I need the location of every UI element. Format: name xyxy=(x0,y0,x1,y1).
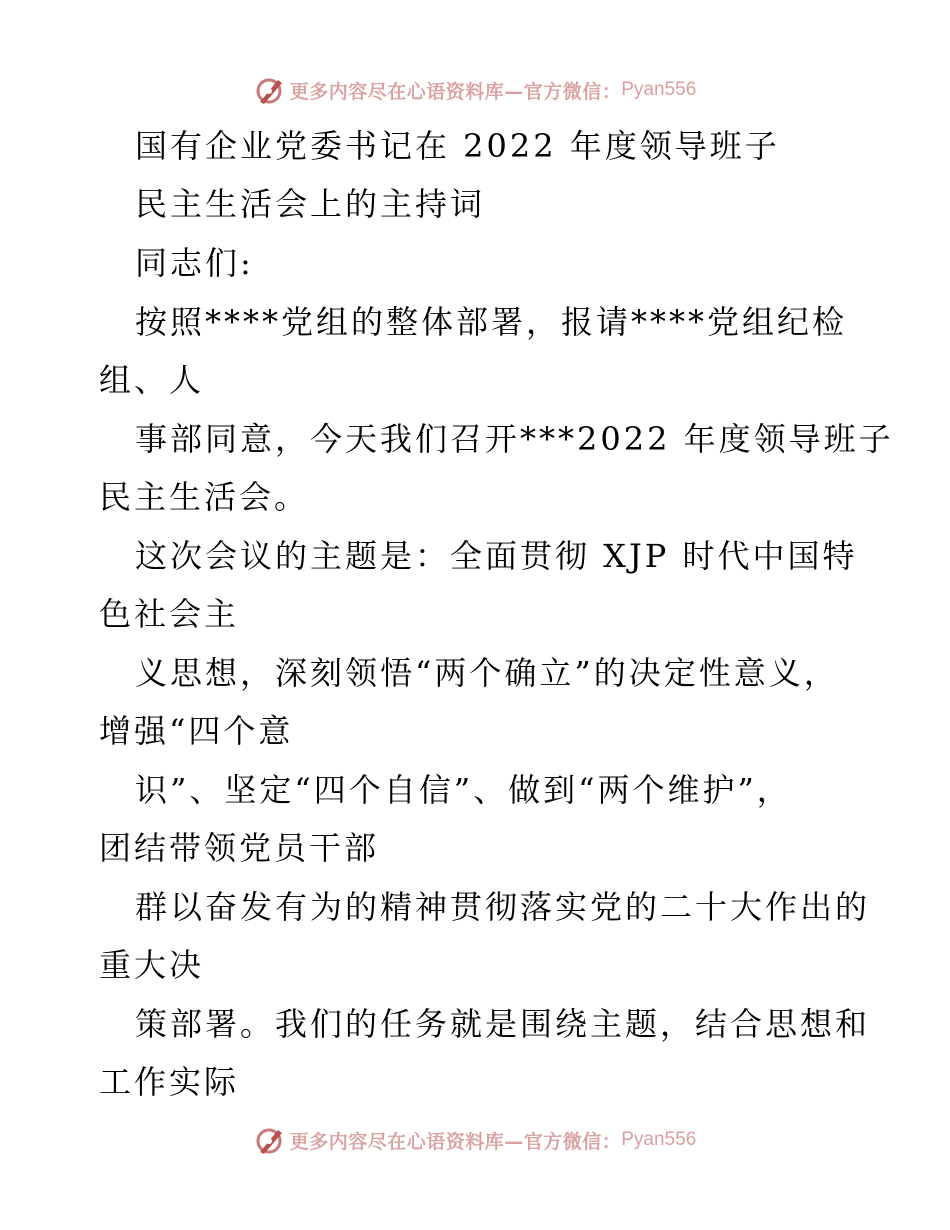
doc-text-line: 团结带领党员干部 xyxy=(99,829,380,867)
doc-text-line: 增强“四个意 xyxy=(99,712,294,750)
doc-text-line: 工作实际 xyxy=(99,1063,240,1101)
doc-text-line: 群以奋发有为的精神贯彻落实党的二十大作出的 xyxy=(135,888,871,926)
doc-text-line: 事部同意，今天我们召开***2022 年度领导班子 xyxy=(135,420,894,458)
banner-text: 更多内容尽在心语资料库—官方微信： xyxy=(289,1130,622,1153)
doc-text-line: 按照****党组的整体部署，报请****党组纪检 xyxy=(135,303,848,341)
banner-wechat-id: Pyan556 xyxy=(621,79,697,100)
footer-watermark-banner xyxy=(0,1120,950,1160)
pen-logo-icon xyxy=(254,74,286,106)
doc-text-line: 色社会主 xyxy=(99,595,240,633)
doc-text-line: 识”、坚定“四个自信”、做到“两个维护”， xyxy=(135,771,792,809)
pen-logo-icon xyxy=(254,1124,286,1156)
doc-text-line: 组、人 xyxy=(99,361,205,399)
doc-text-line: 重大决 xyxy=(99,946,205,984)
doc-title-line-2: 民主生活会上的主持词 xyxy=(135,185,486,223)
banner-wechat-id: Pyan556 xyxy=(621,1129,697,1150)
doc-text-line: 民主生活会。 xyxy=(99,478,310,516)
doc-text-line: 策部署。我们的任务就是围绕主题，结合思想和 xyxy=(135,1005,871,1043)
header-watermark-banner xyxy=(0,70,950,110)
doc-salutation: 同志们: xyxy=(135,244,254,282)
doc-title-line-1: 国有企业党委书记在 2022 年度领导班子 xyxy=(135,127,780,165)
doc-text-line: 这次会议的主题是：全面贯彻 XJP 时代中国特 xyxy=(135,537,858,575)
doc-text-line: 义思想，深刻领悟“两个确立”的决定性意义， xyxy=(135,654,839,692)
banner-text: 更多内容尽在心语资料库—官方微信： xyxy=(289,80,622,103)
